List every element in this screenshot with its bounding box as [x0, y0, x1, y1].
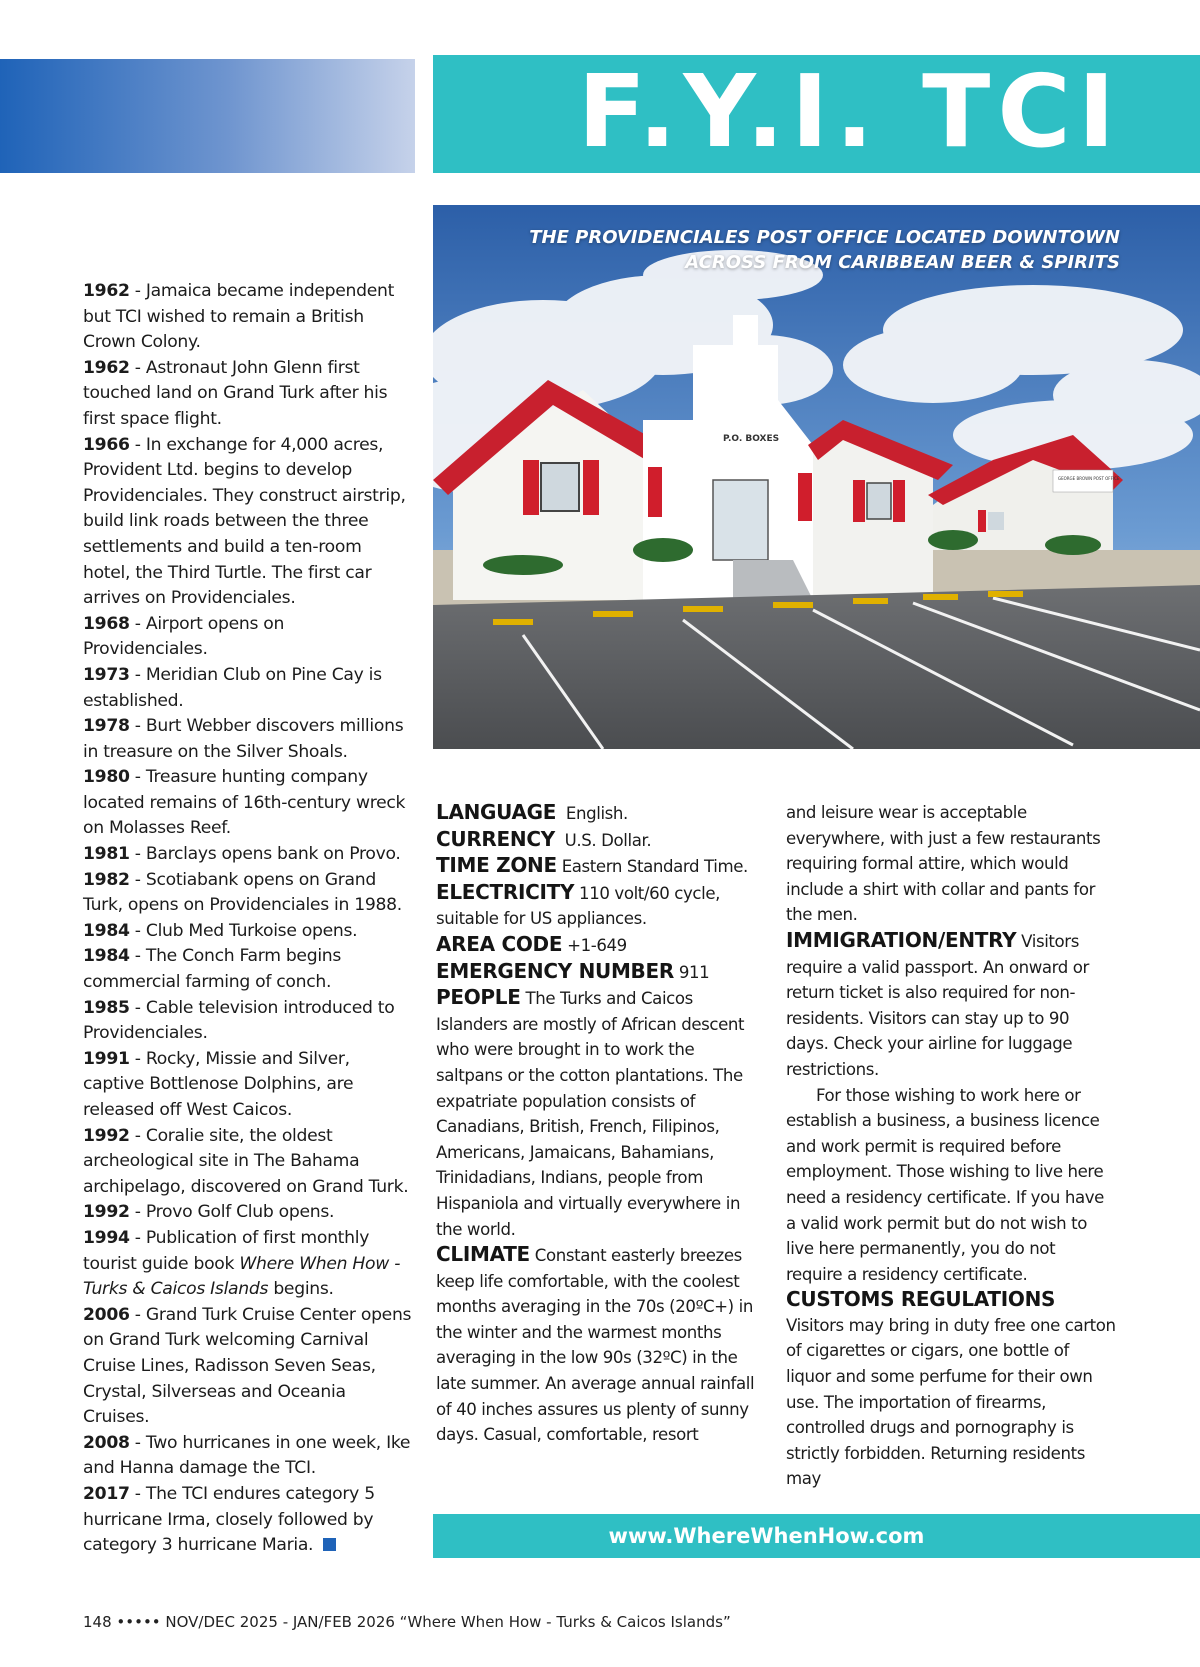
timeline-entry [83, 1124, 413, 1201]
info-text: The Turks and Caicos Islanders are mostly of African descent who were brought in to work the saltpans or the cotton plantations. The expatriate population consists of Canadians, British, French, Filipinos, Americans, Jamaicans, Bahamians, Trinidadians, Indians, people from Hispaniola and virtually everywhere in the world. [436, 989, 750, 1239]
timeline-text: - Airport opens on Providenciales. [83, 613, 285, 660]
info-text: 110 volt/60 cycle, suitable for US appliances. [436, 883, 725, 929]
info-item [436, 932, 758, 959]
timeline-text-after: begins. [268, 1279, 334, 1300]
immigration-heading: IMMIGRATION/ENTRY [786, 927, 1017, 952]
title-banner [433, 55, 1200, 173]
timeline-entry [83, 279, 413, 356]
post-office-photo [433, 205, 1200, 749]
timeline-year: 1984 [83, 946, 130, 967]
info-heading: EMERGENCY NUMBER [436, 958, 674, 983]
timeline-entry [83, 1303, 413, 1431]
timeline-text: - Cable television introduced to Providenciales. [83, 997, 395, 1044]
info-item [436, 880, 758, 932]
timeline-entry [83, 944, 413, 995]
timeline-text: - The Conch Farm begins commercial farming of conch. [83, 946, 342, 993]
info-text: Constant easterly breezes keep life comfortable, with the coolest months averaging in the 70s (20ºC+) in the winter and the warmest months averaging in the low 90s (32ºC) in the late summer. An average annual rainfall of 40 inches assures us plenty of sunny days. Casual, comfortable, resort [436, 1246, 760, 1445]
immigration-text: Visitors require a valid passport. An onward or return ticket is also required for non-residents. Visitors can stay up to 90 days. Check your airline for luggage restrictions. [786, 931, 1089, 1079]
page-title: F.Y.I. TCI [577, 53, 1122, 170]
timeline-text: - Coralie site, the oldest archeological site in The Bahama archipelago, discovered on Grand Turk. [83, 1125, 409, 1197]
timeline-text: - Burt Webber discovers millions in treasure on the Silver Shoals. [83, 716, 404, 762]
info-item [436, 985, 758, 1242]
caption-line-1: THE PROVIDENCIALES POST OFFICE LOCATED DOWNTOWN [529, 227, 1120, 248]
info-text: +1-649 [562, 935, 627, 955]
timeline-entry [83, 433, 413, 612]
timeline-year: 1982 [83, 869, 130, 890]
timeline-text: - Two hurricanes in one week, Ike and Hanna damage the TCI. [83, 1432, 411, 1479]
timeline-year: 1992 [83, 1125, 130, 1146]
timeline-year: 1968 [83, 613, 130, 634]
timeline-year: 2006 [83, 1304, 130, 1325]
timeline-year: 1994 [83, 1227, 130, 1248]
timeline-text: - Barclays opens bank on Provo. [129, 844, 401, 865]
info-text: English. [556, 804, 628, 823]
timeline-year: 1984 [83, 920, 130, 941]
timeline-entry [83, 1047, 413, 1124]
timeline-text: - Grand Turk Cruise Center opens on Grand Turk welcoming Carnival Cruise Lines, Radisson Seven Seas, Crystal, Silverseas and Oceania Cruises. [83, 1304, 412, 1428]
info-item [436, 959, 758, 986]
info-heading: TIME ZONE [436, 853, 557, 878]
timeline-text: - Publication of first monthly tourist guide book [83, 1227, 370, 1274]
timeline-year: 1992 [83, 1202, 130, 1223]
info-item [436, 1242, 758, 1448]
attire-paragraph: and leisure wear is acceptable everywhere, with just a few restaurants requiring formal attire, which would include a shirt with collar and pants for the men. [786, 803, 1101, 925]
history-timeline [83, 279, 413, 1559]
timeline-italic-title: Where When How - Turks & Caicos Islands [83, 1253, 401, 1300]
timeline-entry [83, 714, 413, 765]
info-heading: AREA CODE [436, 931, 563, 956]
timeline-text: - The TCI endures category 5 hurricane Irma, closely followed by category 3 hurricane Maria. [83, 1483, 375, 1556]
timeline-entry [83, 868, 413, 919]
photo-side-sign: GEORGE BROWN POST OFFICE [1058, 476, 1120, 481]
timeline-entry [83, 996, 413, 1047]
timeline-entry [83, 1226, 413, 1303]
info-text: Eastern Standard Time. [556, 857, 748, 877]
info-text: U.S. Dollar. [554, 830, 652, 850]
timeline-entry [83, 612, 413, 663]
work-permit-paragraph: For those wishing to work here or establish a business, a business licence and work permit is required before employment. Those wishing to live here need a residency certificate. If you have a valid work permit but do not wish to live here permanently, you do not require a residency certificate. [786, 1085, 1104, 1284]
timeline-text: - Jamaica became independent but TCI wished to remain a British Crown Colony. [83, 281, 395, 353]
timeline-text: - In exchange for 4,000 acres, Provident Ltd. begins to develop Providenciales. They construct airstrip, build link roads between the three settlements and build a ten-room hotel, the Third Turtle. The first car arrives on Providenciales. [83, 434, 406, 609]
timeline-entry [83, 842, 413, 868]
header-gradient-bar [0, 59, 415, 173]
timeline-entry [83, 1482, 413, 1559]
info-text: 911 [673, 962, 710, 982]
timeline-entry [83, 1431, 413, 1482]
customs-paragraph: Visitors may bring in duty free one carton of cigarettes or cigars, one bottle of liquor and some perfume for their own use. The importation of firearms, controlled drugs and pornography is strictly forbidden. Returning residents may [786, 1315, 1116, 1489]
timeline-entry [83, 1200, 413, 1226]
photo-caption [529, 225, 1120, 275]
timeline-year: 1978 [83, 716, 130, 737]
timeline-year: 1966 [83, 434, 130, 455]
timeline-year: 2017 [83, 1483, 130, 1504]
timeline-entry [83, 919, 413, 945]
customs-heading: CUSTOMS REGULATIONS [786, 1287, 1056, 1312]
info-item [436, 853, 758, 880]
info-item [436, 800, 758, 827]
info-heading: CURRENCY [436, 826, 555, 851]
info-column-right [786, 800, 1116, 1492]
timeline-year: 2008 [83, 1432, 130, 1453]
info-heading: ELECTRICITY [436, 879, 575, 904]
timeline-year: 1962 [83, 281, 130, 301]
timeline-year: 1962 [83, 357, 130, 378]
immigration-paragraph [786, 928, 1116, 1083]
info-heading: PEOPLE [436, 985, 521, 1010]
timeline-text: - Club Med Turkoise opens. [129, 920, 358, 941]
page-footer: 148 ••••• NOV/DEC 2025 - JAN/FEB 2026 “Where When How - Turks & Caicos Islands” [83, 1613, 731, 1631]
timeline-entry [83, 663, 413, 714]
info-heading: CLIMATE [436, 1242, 530, 1267]
timeline-text: - Scotiabank opens on Grand Turk, opens on Providenciales in 1988. [83, 869, 402, 916]
info-column-left [436, 800, 758, 1448]
caption-line-2: ACROSS FROM CARIBBEAN BEER & SPIRITS [685, 252, 1120, 273]
timeline-year: 1991 [83, 1048, 130, 1069]
timeline-year: 1980 [83, 767, 130, 788]
timeline-year: 1985 [83, 997, 130, 1018]
website-link[interactable]: www.WhereWhenHow.com [433, 1514, 1200, 1558]
timeline-entry [83, 356, 413, 433]
timeline-text: - Meridian Club on Pine Cay is established. [83, 664, 382, 711]
post-office-illustration [433, 205, 1200, 749]
photo-sign-text: P.O. BOXES [723, 434, 780, 444]
timeline-text: - Provo Golf Club opens. [129, 1202, 335, 1223]
timeline-entry [83, 765, 413, 842]
info-heading: LANGUAGE [436, 800, 557, 824]
timeline-year: 1973 [83, 664, 130, 685]
info-item [436, 827, 758, 854]
timeline-year: 1981 [83, 844, 130, 865]
timeline-text: - Astronaut John Glenn first touched land on Grand Turk after his first space flight. [83, 357, 388, 429]
end-square-icon [323, 1538, 336, 1551]
timeline-text: - Treasure hunting company located remains of 16th-century wreck on Molasses Reef. [83, 767, 406, 839]
timeline-text: - Rocky, Missie and Silver, captive Bottlenose Dolphins, are released off West Caicos. [83, 1048, 354, 1120]
